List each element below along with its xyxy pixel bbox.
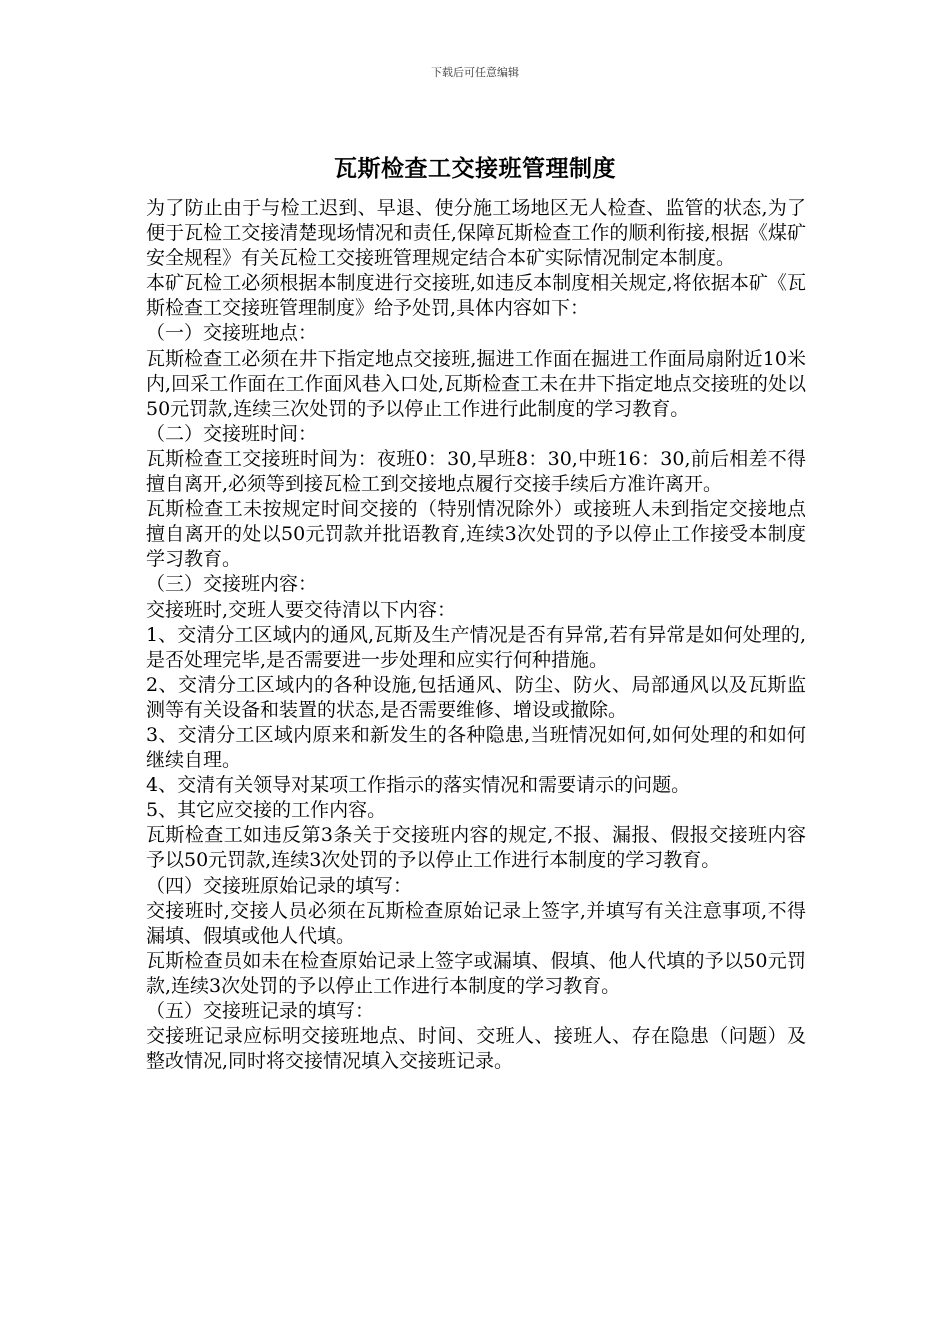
- paragraph-shift-record-rule: 交接班记录应标明交接班地点、时间、交班人、接班人、存在隐患（问题）及整改情况,同时将交接情况填入交接班记录。: [146, 1025, 806, 1073]
- document-body: [146, 196, 806, 1074]
- page-header-note: 下载后可任意编辑: [431, 66, 519, 79]
- paragraph-content-penalty: 瓦斯检查工如违反第3条关于交接班内容的规定,不报、漏报、假报交接班内容予以50元罚款,连续3次处罚的予以停止工作进行本制度的学习教育。: [146, 824, 806, 872]
- document-title: 瓦斯检查工交接班管理制度: [334, 155, 616, 182]
- paragraph-intro: 为了防止由于与检工迟到、早退、使分施工场地区无人检查、监管的状态,为了便于瓦检工交接清楚现场情况和责任,保障瓦斯检查工作的顺利衔接,根据《煤矿安全规程》有关瓦检工交接班管理规定结合本矿实际情况制定本制度。: [146, 197, 806, 270]
- section-heading-content: （三）交接班内容：: [146, 573, 318, 596]
- list-item-3: 3、交清分工区域内原来和新发生的各种隐患,当班情况如何,如何处理的和如何继续自理。: [146, 723, 806, 772]
- paragraph-time-rule: 瓦斯检查工交接班时间为：夜班0：30,早班8：30,中班16：30,前后相差不得擅自离开,必须等到接瓦检工到交接地点履行交接手续后方准许离开。: [146, 447, 806, 496]
- section-heading-location: （一）交接班地点：: [146, 322, 318, 345]
- paragraph-scope: 本矿瓦检工必须根据本制度进行交接班,如违反本制度相关规定,将依据本矿《瓦斯检查工交接班管理制度》给予处罚,具体内容如下：: [146, 272, 806, 320]
- list-item-5: 5、其它应交接的工作内容。: [146, 799, 387, 822]
- list-item-1: 1、交清分工区域内的通风,瓦斯及生产情况是否有异常,若有异常是如何处理的,是否处理完毕,是否需要进一步处理和应实行何种措施。: [146, 623, 806, 671]
- section-heading-original-record: （四）交接班原始记录的填写：: [146, 874, 413, 897]
- list-item-2: 2、交清分工区域内的各种设施,包括通风、防尘、防火、局部通风以及瓦斯监测等有关设备和装置的状态,是否需要维修、增设或撤除。: [146, 673, 806, 721]
- paragraph-time-penalty: 瓦斯检查工未按规定时间交接的（特别情况除外）或接班人未到指定交接地点擅自离开的处以50元罚款并批语教育,连续3次处罚的予以停止工作接受本制度学习教育。: [146, 498, 806, 571]
- paragraph-location-rule: 瓦斯检查工必须在井下指定地点交接班,掘进工作面在掘进工作面局扇附近10米内,回采工作面在工作面风巷入口处,瓦斯检查工未在井下指定地点交接班的处以50元罚款,连续三次处罚的予以停止工作进行此制度的学习教育。: [146, 347, 806, 420]
- list-item-4: 4、交清有关领导对某项工作指示的落实情况和需要请示的问题。: [146, 774, 691, 797]
- section-heading-time: （二）交接班时间：: [146, 422, 318, 445]
- paragraph-record-rule: 交接班时,交接人员必须在瓦斯检查原始记录上签字,并填写有关注意事项,不得漏填、假填或他人代填。: [146, 899, 806, 947]
- paragraph-record-penalty: 瓦斯检查员如未在检查原始记录上签字或漏填、假填、他人代填的予以50元罚款,连续3次处罚的予以停止工作进行本制度的学习教育。: [146, 949, 806, 997]
- section-heading-shift-record: （五）交接班记录的填写：: [146, 1000, 375, 1022]
- paragraph-content-intro: 交接班时,交班人要交待清以下内容：: [146, 598, 457, 621]
